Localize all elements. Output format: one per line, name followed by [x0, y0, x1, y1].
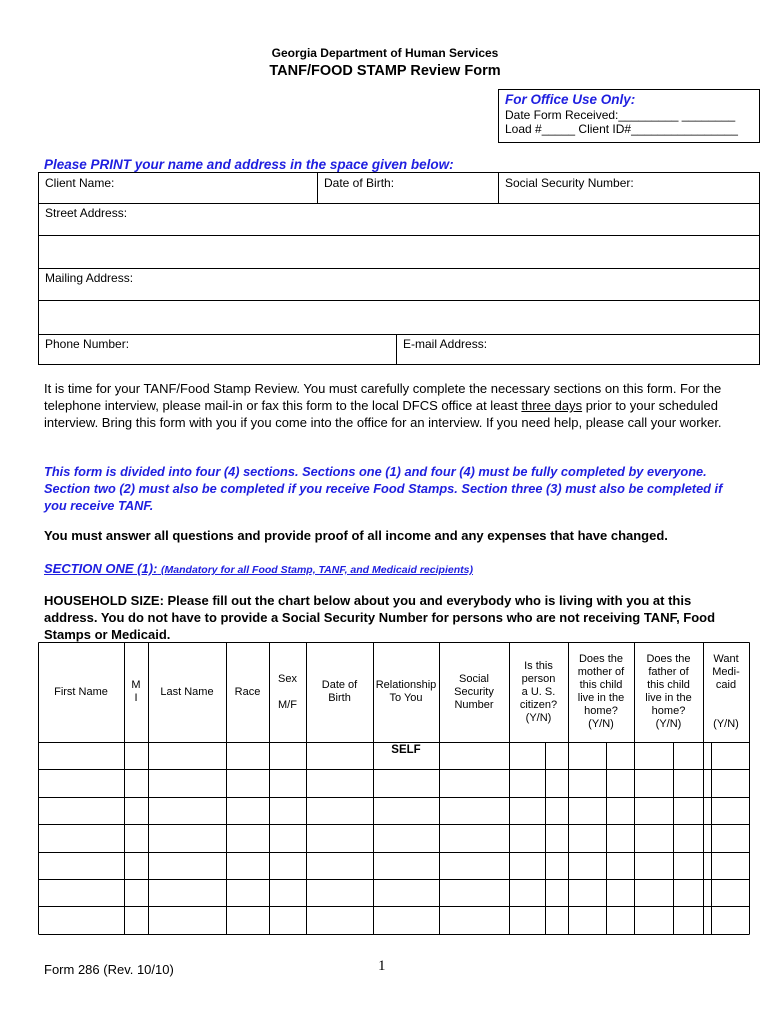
date-of-birth-field[interactable]: [317, 172, 499, 204]
ssn-field[interactable]: [498, 172, 760, 204]
table-header-cell: Is this person a U. S. citizen? (Y/N): [519, 659, 558, 724]
email-label: E-mail Address:: [403, 337, 488, 351]
street-address-field[interactable]: [38, 203, 760, 269]
ssn-label: Social Security Number:: [505, 176, 634, 190]
table-header-cell: Relationship To You: [375, 679, 437, 704]
three-days-emphasis: three days: [521, 398, 583, 413]
table-header-cell: Race: [234, 685, 261, 698]
agency-name: Georgia Department of Human Services: [271, 46, 499, 60]
table-header-cell: Last Name: [160, 685, 214, 698]
mailing-address-field[interactable]: [38, 268, 760, 335]
section-one-title: SECTION ONE (1):: [44, 561, 158, 576]
street-address-label: Street Address:: [45, 206, 128, 220]
review-text-part2: prior to your scheduled interview. Bring this form with you if you come into the office for an interview. If you need help, please call your worker.: [44, 398, 722, 430]
section-one-heading: [44, 561, 473, 576]
must-answer-note: You must answer all questions and provide proof of all income and any expenses that have changed.: [44, 528, 668, 543]
table-header-cell: Does the mother of this child live in the home? (Y/N): [577, 653, 625, 730]
mailing-address-divider: [39, 300, 759, 301]
print-instruction: Please PRINT your name and address in the space given below:: [44, 157, 454, 172]
table-header-cell: Sex M/F: [278, 672, 297, 711]
street-address-divider: [39, 235, 759, 236]
table-header-cell: Date of Birth: [321, 679, 358, 704]
relationship-self-label: SELF: [391, 744, 421, 756]
load-client-line: Load #_____ Client ID#________________: [505, 122, 738, 136]
table-header-cell: Want Medi- caid (Y/N): [712, 653, 740, 730]
email-field[interactable]: [396, 334, 760, 365]
table-header-cell: Social Security Number: [454, 672, 494, 711]
client-name-field[interactable]: [38, 172, 318, 204]
section-one-note: (Mandatory for all Food Stamp, TANF, and Medicaid recipients): [161, 564, 473, 576]
form-number: Form 286 (Rev. 10/10): [44, 962, 174, 977]
table-header-cell: M I: [131, 679, 141, 704]
office-use-box: [498, 89, 760, 143]
office-use-title: For Office Use Only:: [505, 92, 636, 107]
household-size-instruction: HOUSEHOLD SIZE: Please fill out the chart below about you and everybody who is living with you at this address. You do not have to provide a Social Security Number for persons who are not receiving TANF, Food Stamps or Medicaid.: [44, 593, 716, 642]
table-header-cell: Does the father of this child live in the home? (Y/N): [645, 653, 692, 730]
form-title: TANF/FOOD STAMP Review Form: [269, 63, 501, 79]
page-number: 1: [378, 958, 386, 974]
review-instructions: [44, 380, 734, 431]
date-of-birth-label: Date of Birth:: [324, 176, 395, 190]
phone-label: Phone Number:: [45, 337, 130, 351]
phone-field[interactable]: [38, 334, 397, 365]
mailing-address-label: Mailing Address:: [45, 271, 134, 285]
date-received-line: Date Form Received:_________ ________: [505, 108, 736, 122]
table-header-cell: First Name: [54, 685, 108, 698]
review-text-part1: It is time for your TANF/Food Stamp Review. You must carefully complete the necessary sections on this form. For the telephone interview, please mail-in or fax this form to the local DFCS office at least: [44, 381, 722, 413]
sections-note: This form is divided into four (4) sections. Sections one (1) and four (4) must be fully completed by everyone. Section two (2) must also be completed if you receive Food Stamps. Section three (3) must also be completed if you receive TANF.: [44, 464, 723, 513]
client-name-label: Client Name:: [45, 176, 115, 190]
